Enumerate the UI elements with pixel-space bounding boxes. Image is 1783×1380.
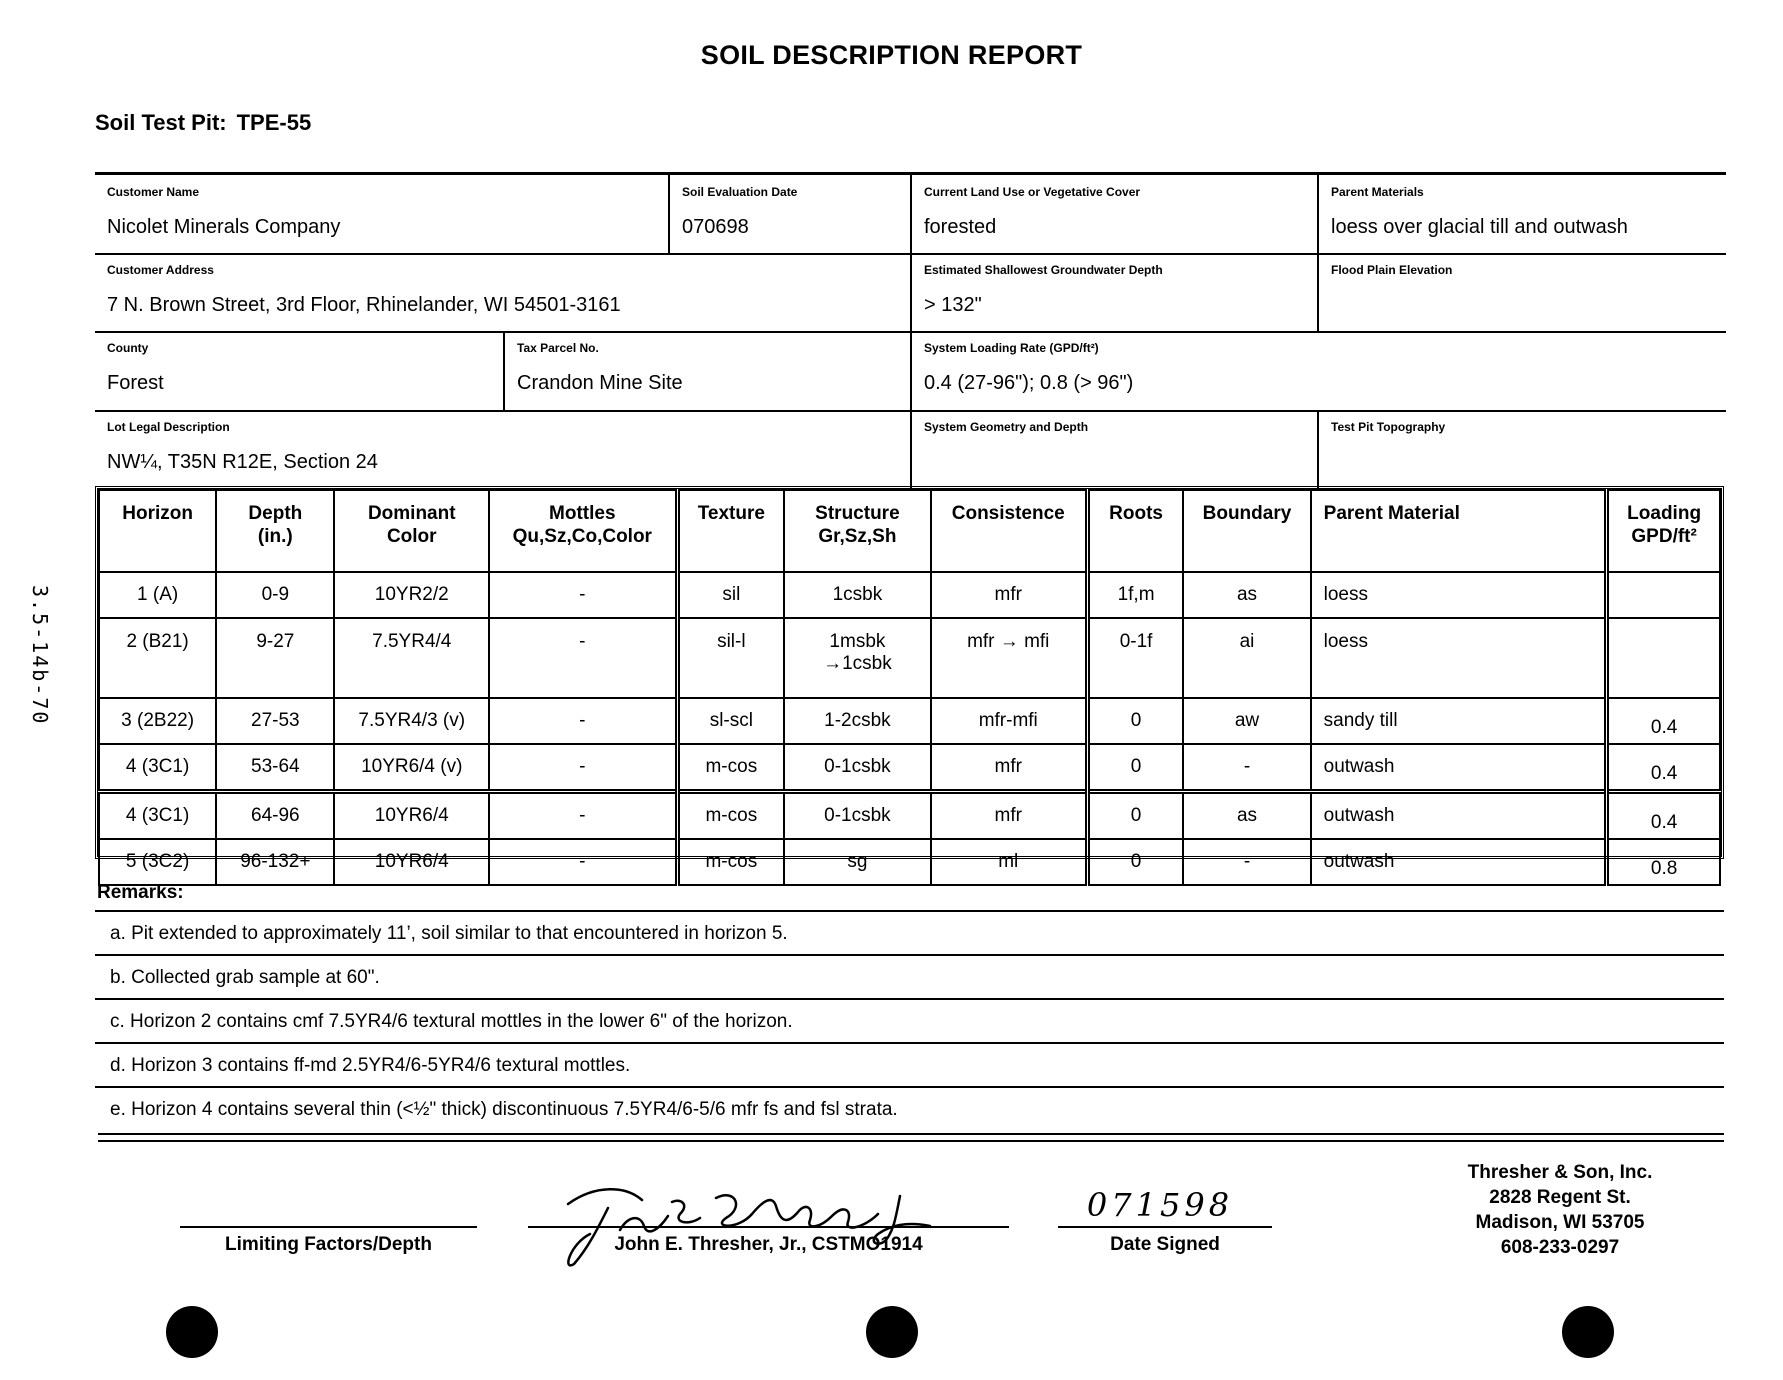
horizon-table-wrapper: [95, 486, 1724, 879]
cell-mottles: -: [489, 792, 677, 840]
cell-horizon: 3 (2B22): [99, 698, 216, 744]
parent-materials-value: loess over glacial till and outwash: [1331, 216, 1628, 238]
th-mottles-line-2: Qu,Sz,Co,Color: [512, 525, 652, 547]
bottom-double-rule: [98, 1133, 1724, 1142]
th-structure-line-1: Structure: [815, 503, 900, 524]
th-texture: [677, 490, 784, 572]
customer-address-cell: [95, 253, 912, 331]
cell-horizon: 4 (3C1): [99, 792, 216, 840]
cell-consistence: mfr: [931, 572, 1088, 618]
topography-cell: [1319, 410, 1726, 489]
cell-horizon: 5 (3C2): [99, 839, 216, 885]
horizon-table: [98, 489, 1721, 886]
customer-name-value: Nicolet Minerals Company: [107, 216, 341, 238]
cell-color: 10YR6/4: [334, 839, 489, 885]
th-color: [334, 490, 489, 572]
county-cell: [95, 331, 505, 410]
th-mottles: [489, 490, 677, 572]
limiting-factors-line: [180, 1226, 477, 1228]
cell-parent: sandy till: [1311, 698, 1607, 744]
customer-name-cell: [95, 175, 670, 253]
cell-parent: loess: [1311, 618, 1607, 698]
cell-structure: [784, 618, 931, 698]
cell-parent: outwash: [1311, 839, 1607, 885]
remark-item: e. Horizon 4 contains several thin (<½" thick) discontinuous 7.5YR4/6-5/6 mfr fs and fsl strata.: [110, 1099, 898, 1120]
table-row: [99, 839, 1720, 885]
cell-loading: 0.8: [1607, 839, 1720, 885]
table-row: [99, 618, 1720, 698]
cell-parent: outwash: [1311, 792, 1607, 840]
company-street: 2828 Regent St.: [1489, 1187, 1631, 1208]
cell-loading: [1607, 618, 1720, 698]
table-row: [99, 792, 1720, 840]
th-structure-line-2: Gr,Sz,Sh: [818, 525, 897, 547]
cell-horizon: 2 (B21): [99, 618, 216, 698]
th-color-line-2: Color: [386, 525, 437, 547]
th-depth-line-2: (in.): [257, 525, 293, 547]
th-parent-material-text: Parent Material: [1323, 503, 1460, 524]
table-header-row: [99, 490, 1720, 572]
punch-hole: [866, 1306, 918, 1358]
th-horizon-text: Horizon: [122, 503, 193, 524]
punch-hole: [1562, 1306, 1614, 1358]
flood-plain-label: Flood Plain Elevation: [1331, 263, 1453, 277]
parent-materials-cell: [1319, 175, 1726, 253]
lot-legal-label: Lot Legal Description: [107, 420, 230, 434]
cell-consistence: ml: [931, 839, 1088, 885]
th-loading-line-1: Loading: [1627, 503, 1702, 524]
parent-materials-label: Parent Materials: [1331, 185, 1424, 199]
cell-loading: [1607, 572, 1720, 618]
geometry-cell: [912, 410, 1319, 489]
th-depth: [216, 490, 334, 572]
form-row-1: [95, 175, 1726, 255]
groundwater-value: > 132": [924, 294, 982, 316]
form-row-2: [95, 253, 1726, 333]
th-consistence: [931, 490, 1088, 572]
customer-address-value: 7 N. Brown Street, 3rd Floor, Rhinelander, WI 54501-3161: [107, 294, 621, 316]
company-name: Thresher & Son, Inc.: [1467, 1162, 1653, 1183]
land-use-cell: [912, 175, 1319, 253]
form-row-3: [95, 331, 1726, 412]
cell-color: 10YR2/2: [334, 572, 489, 618]
remark-item: a. Pit extended to approximately 11’, soil similar to that encountered in horizon 5.: [110, 923, 788, 944]
cell-depth: 96-132+: [216, 839, 334, 885]
cell-mottles: -: [489, 572, 677, 618]
soil-test-pit: [95, 110, 311, 136]
remark-rule: [95, 1086, 1724, 1088]
cell-boundary: as: [1183, 792, 1310, 840]
cell-roots: 0-1f: [1087, 618, 1183, 698]
customer-name-label: Customer Name: [107, 185, 200, 199]
company-phone: 608-233-0297: [1500, 1237, 1620, 1258]
cell-roots: 0: [1087, 839, 1183, 885]
cell-structure: 0-1csbk: [784, 792, 931, 840]
th-loading: [1607, 490, 1720, 572]
cell-loading: 0.4: [1607, 744, 1720, 792]
cell-roots: 0: [1087, 744, 1183, 792]
table-row: [99, 744, 1720, 792]
cell-boundary: -: [1183, 839, 1310, 885]
cell-color: 7.5YR4/3 (v): [334, 698, 489, 744]
cell-boundary: -: [1183, 744, 1310, 792]
remark-rule: [95, 954, 1724, 956]
remark-item: b. Collected grab sample at 60".: [110, 967, 380, 988]
cell-loading: 0.4: [1607, 792, 1720, 840]
form-row-4: [95, 410, 1726, 489]
th-boundary: [1183, 490, 1310, 572]
lot-legal-cell: [95, 410, 912, 489]
th-consistence-text: Consistence: [951, 503, 1065, 524]
table-row: [99, 698, 1720, 744]
geometry-label: System Geometry and Depth: [924, 420, 1089, 434]
remark-rule: [95, 1042, 1724, 1044]
land-use-value: forested: [924, 216, 997, 238]
loading-rate-value: 0.4 (27-96"); 0.8 (> 96"): [924, 372, 1134, 394]
handwritten-date: 071598: [1086, 1186, 1234, 1224]
th-depth-line-1: Depth: [248, 503, 303, 524]
cell-parent: outwash: [1311, 744, 1607, 792]
cell-roots: 0: [1087, 792, 1183, 840]
soil-eval-date-value: 070698: [682, 216, 749, 238]
soil-test-pit-value: TPE-55: [236, 110, 312, 135]
soil-test-pit-label: Soil Test Pit:: [95, 110, 227, 135]
loading-rate-cell: [912, 331, 1726, 410]
th-roots: [1087, 490, 1183, 572]
th-roots-text: Roots: [1109, 503, 1163, 524]
tax-parcel-cell: [505, 331, 912, 410]
cell-structure: 1-2csbk: [784, 698, 931, 744]
cell-boundary: as: [1183, 572, 1310, 618]
cell-structure: 1csbk: [784, 572, 931, 618]
flood-plain-cell: [1319, 253, 1726, 331]
punch-hole: [166, 1306, 218, 1358]
cell-structure-line-2: →1csbk: [823, 653, 892, 674]
cell-consistence: mfr-mfi: [931, 698, 1088, 744]
date-line: [1058, 1226, 1272, 1228]
cell-mottles: -: [489, 618, 677, 698]
side-code: 3.5-14b-70: [28, 585, 52, 726]
cell-consistence: mfr: [931, 792, 1088, 840]
cell-mottles: -: [489, 744, 677, 792]
th-horizon: [99, 490, 216, 572]
th-parent-material: [1311, 490, 1607, 572]
cell-parent: loess: [1311, 572, 1607, 618]
limiting-factors-label: Limiting Factors/Depth: [225, 1234, 432, 1255]
cell-horizon: 4 (3C1): [99, 744, 216, 792]
cell-color: 10YR6/4: [334, 792, 489, 840]
header-form: [95, 172, 1726, 489]
signature-line: [528, 1226, 1009, 1228]
county-value: Forest: [107, 372, 164, 394]
cell-structure: 0-1csbk: [784, 744, 931, 792]
loading-rate-label: System Loading Rate (GPD/ft²): [924, 341, 1099, 355]
signer-name: John E. Thresher, Jr., CSTMO1914: [614, 1234, 923, 1255]
cell-horizon: 1 (A): [99, 572, 216, 618]
remark-item: d. Horizon 3 contains ff-md 2.5YR4/6-5YR4/6 textural mottles.: [110, 1055, 631, 1076]
cell-texture: m-cos: [677, 744, 784, 792]
cell-color: 10YR6/4 (v): [334, 744, 489, 792]
cell-roots: 1f,m: [1087, 572, 1183, 618]
table-row: [99, 572, 1720, 618]
cell-texture: m-cos: [677, 839, 784, 885]
signature-image: [548, 1168, 968, 1274]
cell-depth: 53-64: [216, 744, 334, 792]
th-mottles-line-1: Mottles: [549, 503, 616, 524]
topography-label: Test Pit Topography: [1331, 420, 1446, 434]
cell-roots: 0: [1087, 698, 1183, 744]
remarks-label: Remarks:: [97, 882, 184, 903]
cell-depth: 9-27: [216, 618, 334, 698]
cell-consistence: mfr: [931, 744, 1088, 792]
cell-depth: 27-53: [216, 698, 334, 744]
tax-parcel-label: Tax Parcel No.: [517, 341, 599, 355]
th-texture-text: Texture: [697, 503, 765, 524]
company-block: [1400, 1160, 1720, 1260]
land-use-label: Current Land Use or Vegetative Cover: [924, 185, 1141, 199]
cell-structure: sg: [784, 839, 931, 885]
th-loading-line-2: GPD/ft²: [1631, 525, 1697, 547]
cell-texture: sil-l: [677, 618, 784, 698]
tax-parcel-value: Crandon Mine Site: [517, 372, 683, 394]
cell-loading: 0.4: [1607, 698, 1720, 744]
groundwater-label: Estimated Shallowest Groundwater Depth: [924, 263, 1163, 277]
cell-depth: 0-9: [216, 572, 334, 618]
remark-rule: [95, 998, 1724, 1000]
lot-legal-value: NW¼, T35N R12E, Section 24: [107, 451, 378, 473]
remark-item: c. Horizon 2 contains cmf 7.5YR4/6 textural mottles in the lower 6" of the horizon.: [110, 1011, 793, 1032]
cell-mottles: -: [489, 698, 677, 744]
soil-eval-date-label: Soil Evaluation Date: [682, 185, 798, 199]
th-structure: [784, 490, 931, 572]
cell-boundary: aw: [1183, 698, 1310, 744]
groundwater-cell: [912, 253, 1319, 331]
cell-boundary: ai: [1183, 618, 1310, 698]
company-city: Madison, WI 53705: [1475, 1212, 1645, 1233]
cell-structure-line-1: 1msbk: [829, 631, 886, 652]
county-label: County: [107, 341, 149, 355]
th-color-line-1: Dominant: [367, 503, 456, 524]
cell-texture: sl-scl: [677, 698, 784, 744]
page-title: SOIL DESCRIPTION REPORT: [700, 40, 1083, 70]
cell-texture: sil: [677, 572, 784, 618]
cell-color: 7.5YR4/4: [334, 618, 489, 698]
th-boundary-text: Boundary: [1202, 503, 1292, 524]
cell-depth: 64-96: [216, 792, 334, 840]
cell-texture: m-cos: [677, 792, 784, 840]
date-signed-label: Date Signed: [1110, 1234, 1220, 1255]
cell-consistence: mfr → mfi: [931, 618, 1088, 698]
cell-mottles: -: [489, 839, 677, 885]
customer-address-label: Customer Address: [107, 263, 214, 277]
soil-eval-date-cell: [670, 175, 912, 253]
remark-rule: [95, 910, 1724, 912]
